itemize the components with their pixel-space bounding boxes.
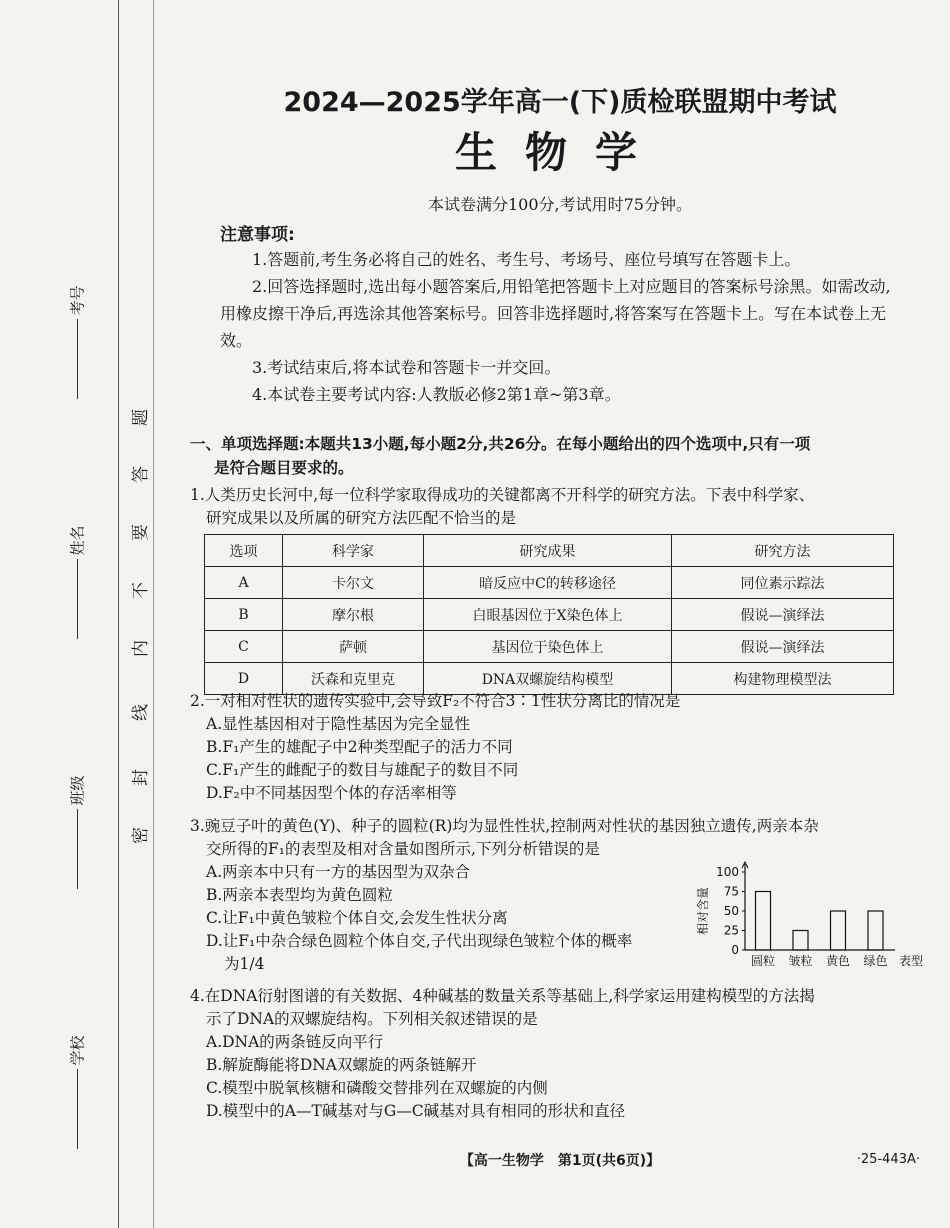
notice-list xyxy=(220,246,900,408)
option-d: D.F₂中不同基因型个体的存活率相等 xyxy=(206,784,457,802)
table-row xyxy=(205,599,894,631)
exam-number-line xyxy=(77,319,78,399)
table-cell: DNA双螺旋结构模型 xyxy=(424,663,672,695)
table-cell: 假说—演绎法 xyxy=(672,631,894,663)
seal-line xyxy=(153,0,154,1228)
table-row xyxy=(205,567,894,599)
table-cell: C xyxy=(205,631,283,663)
question-4 xyxy=(190,985,935,1123)
table-header: 选项 xyxy=(205,535,283,567)
y-tick-label: 25 xyxy=(723,923,739,938)
bar xyxy=(756,892,771,951)
option-d-continued: 为1/4 xyxy=(224,955,265,973)
question-stem: 2.一对相对性状的遗传实验中,会导致F₂不符合3∶1性状分离比的情况是 xyxy=(190,692,681,710)
exam-number-label: 考号 xyxy=(68,285,87,316)
table-cell: 摩尔根 xyxy=(283,599,424,631)
y-tick-label: 0 xyxy=(731,943,739,957)
y-tick-label: 100 xyxy=(716,865,739,879)
name-field xyxy=(62,525,92,639)
y-axis-label: 相对含量 xyxy=(696,886,710,936)
bar xyxy=(831,911,846,950)
option-b: B.F₁产生的雄配子中2种类型配子的活力不同 xyxy=(206,738,513,756)
table-cell: B xyxy=(205,599,283,631)
table-cell: D xyxy=(205,663,283,695)
table-header: 研究方法 xyxy=(672,535,894,567)
option-c: C.模型中脱氧核糖和磷酸交替排列在双螺旋的内侧 xyxy=(206,1079,548,1097)
name-line xyxy=(77,559,78,639)
option-d: D.模型中的A—T碱基对与G—C碱基对具有相同的形状和直径 xyxy=(206,1102,626,1120)
table-header-row xyxy=(205,535,894,567)
x-axis-label: 表型 xyxy=(899,954,924,968)
section-heading xyxy=(190,432,935,480)
table-row xyxy=(205,631,894,663)
binding-margin xyxy=(0,0,175,1228)
seal-char: 线 xyxy=(131,704,151,721)
paper-code: ·25-443A· xyxy=(856,1152,920,1167)
table-cell: 同位素示踪法 xyxy=(672,567,894,599)
seal-char: 封 xyxy=(131,769,151,786)
question-1 xyxy=(190,484,935,530)
q3-bar-chart xyxy=(670,855,930,975)
table-cell: 萨顿 xyxy=(283,631,424,663)
table-header: 研究成果 xyxy=(424,535,672,567)
exam-number-field xyxy=(62,285,92,399)
y-tick-label: 50 xyxy=(723,904,739,918)
question-stem: 示了DNA的双螺旋结构。下列相关叙述错误的是 xyxy=(206,1010,538,1028)
section-heading-line: 一、单项选择题:本题共13小题,每小题2分,共26分。在每小题给出的四个选项中,只有一项 xyxy=(190,435,811,453)
q1-table xyxy=(204,534,894,695)
category-label: 黄色 xyxy=(825,954,851,968)
category-label: 圆粒 xyxy=(750,954,776,968)
table-cell: 暗反应中C的转移途径 xyxy=(424,567,672,599)
notice-heading: 注意事项: xyxy=(220,225,295,245)
category-label: 绿色 xyxy=(863,954,888,968)
option-a: A.显性基因相对于隐性基因为完全显性 xyxy=(206,715,471,733)
subject-title: 生物学 xyxy=(454,128,665,177)
notice-item: 4.本试卷主要考试内容:人教版必修2第1章~第3章。 xyxy=(252,385,621,404)
class-line xyxy=(77,809,78,889)
exam-info: 本试卷满分100分,考试用时75分钟。 xyxy=(428,195,692,214)
name-label: 姓名 xyxy=(68,525,87,556)
class-field xyxy=(62,775,92,889)
table-cell: 沃森和克里克 xyxy=(283,663,424,695)
option-c: C.F₁产生的雌配子的数目与雄配子的数目不同 xyxy=(206,761,519,779)
category-label: 皱粒 xyxy=(788,954,813,968)
question-stem: 4.在DNA衍射图谱的有关数据、4种碱基的数量关系等基础上,科学家运用建构模型的方法揭 xyxy=(190,987,815,1005)
seal-char: 内 xyxy=(131,640,151,657)
exam-title: 2024—2025学年高一(下)质检联盟期中考试 xyxy=(283,87,837,118)
option-c: C.让F₁中黄色皱粒个体自交,会发生性状分离 xyxy=(206,909,508,927)
school-label: 学校 xyxy=(68,1035,87,1066)
question-stem: 3.豌豆子叶的黄色(Y)、种子的圆粒(R)均为显性性状,控制两对性状的基因独立遗传,两亲本杂 xyxy=(190,817,819,835)
bar xyxy=(868,911,883,950)
seal-char: 密 xyxy=(131,827,151,844)
y-tick-label: 75 xyxy=(723,884,739,899)
page-footer: 【高一生物学 第1页(共6页)】 xyxy=(459,1153,661,1169)
option-a: A.两亲本中只有一方的基因型为双杂合 xyxy=(206,863,471,881)
option-b: B.解旋酶能将DNA双螺旋的两条链解开 xyxy=(206,1056,477,1074)
question-stem: 交所得的F₁的表型及相对含量如图所示,下列分析错误的是 xyxy=(206,840,600,858)
table-cell: A xyxy=(205,567,283,599)
seal-char: 答 xyxy=(131,466,151,483)
question-stem: 1.人类历史长河中,每一位科学家取得成功的关键都离不开科学的研究方法。下表中科学家、 xyxy=(190,486,815,504)
cut-line xyxy=(118,0,119,1228)
school-line xyxy=(77,1069,78,1149)
notice-item: 1.答题前,考生务必将自己的姓名、考生号、考场号、座位号填写在答题卡上。 xyxy=(252,250,801,269)
question-2 xyxy=(190,690,935,805)
table-cell: 白眼基因位于X染色体上 xyxy=(424,599,672,631)
table-cell: 假说—演绎法 xyxy=(672,599,894,631)
section-heading-line: 是符合题目要求的。 xyxy=(214,459,354,477)
seal-char: 题 xyxy=(131,409,151,426)
question-stem: 研究成果以及所属的研究方法匹配不恰当的是 xyxy=(206,509,517,527)
table-cell: 构建物理模型法 xyxy=(672,663,894,695)
seal-char: 要 xyxy=(131,524,151,541)
notice-item: 2.回答选择题时,选出每小题答案后,用铅笔把答题卡上对应题目的答案标号涂黑。如需改动,用橡皮擦干净后,再选涂其他答案标号。回答非选择题时,将答案写在答题卡上。写在本试卷上无效。 xyxy=(220,277,891,350)
class-label: 班级 xyxy=(68,775,87,806)
table-cell: 卡尔文 xyxy=(283,567,424,599)
bar xyxy=(793,931,808,951)
table-header: 科学家 xyxy=(283,535,424,567)
school-field xyxy=(62,1035,92,1149)
option-d: D.让F₁中杂合绿色圆粒个体自交,子代出现绿色皱粒个体的概率 xyxy=(206,932,633,950)
seal-char: 不 xyxy=(131,582,151,599)
option-b: B.两亲本表型均为黄色圆粒 xyxy=(206,886,393,904)
option-a: A.DNA的两条链反向平行 xyxy=(206,1033,384,1051)
notice-item: 3.考试结束后,将本试卷和答题卡一并交回。 xyxy=(252,358,561,377)
table-cell: 基因位于染色体上 xyxy=(424,631,672,663)
